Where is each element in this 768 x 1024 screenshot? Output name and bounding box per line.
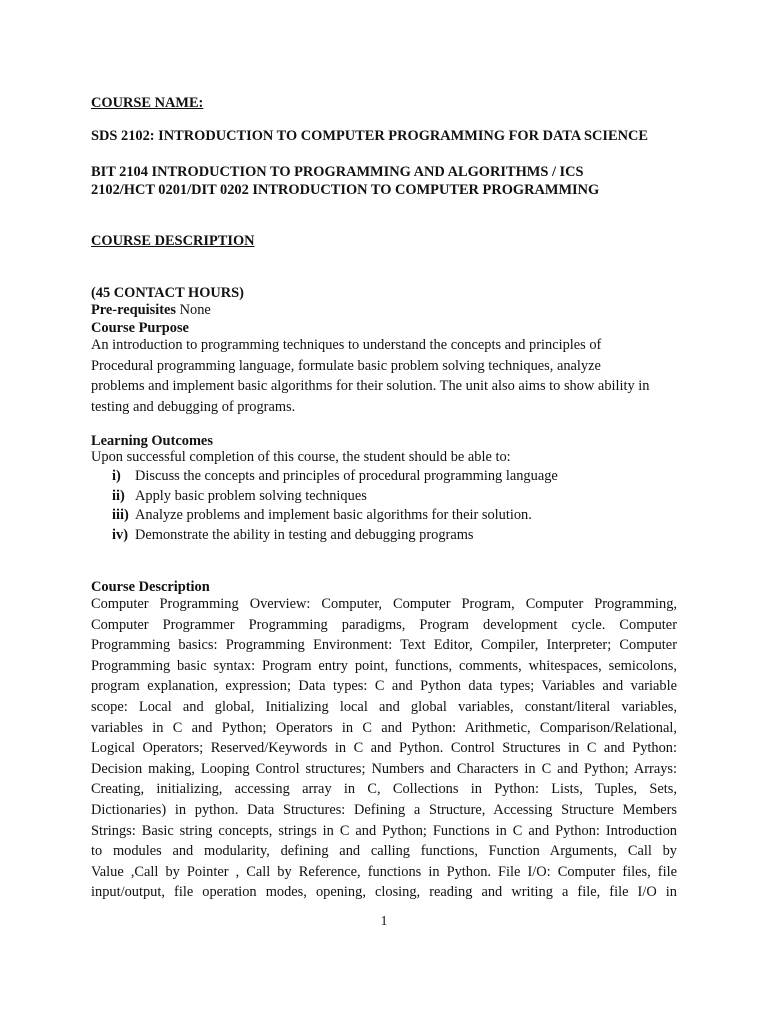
course-description-text: [91, 594, 677, 903]
course-title-bit-line2: 2102/HCT 0201/DIT 0202 INTRODUCTION TO COMPUTER PROGRAMMING: [91, 182, 600, 198]
description-line: input/output, file operation modes, opening, closing, reading and writing a file, file I/O in: [91, 884, 677, 901]
description-line: Computer Programming Overview: Computer, Computer Program, Computer Programming,: [91, 596, 677, 612]
purpose-line: An introduction to programming techniques to understand the concepts and principles of: [91, 337, 602, 353]
contact-hours: (45 CONTACT HOURS): [91, 285, 244, 301]
prerequisites-value: None: [179, 302, 211, 318]
description-line: Programming basics: Programming Environment: Text Editor, Compiler, Interpreter; Computer: [91, 637, 677, 654]
description-line: scope: Local and global, Initializing local and global variables, constant/literal variables,: [91, 698, 677, 715]
prerequisites: [91, 301, 211, 319]
description-line: variables in C and Python; Operators in C and Python: Arithmetic, Comparison/Relational,: [91, 719, 677, 736]
course-name-label: COURSE NAME:: [91, 95, 204, 111]
description-line: to modules and modularity, defining and calling functions, Function Arguments, Call by: [91, 843, 677, 860]
outcome-text: Demonstrate the ability in testing and debugging programs: [135, 526, 474, 543]
outcome-item: [91, 467, 558, 487]
description-line: Decision making, Looping Control structures; Numbers and Characters in C and Python; Arrays:: [91, 760, 677, 777]
description-line: program explanation, expression; Data types: C and Python data types; Variables and variable: [91, 678, 677, 695]
description-line: Programming basic syntax: Program entry point, functions, comments, whitespaces, semicolons,: [91, 657, 677, 674]
page-number: 1: [380, 913, 388, 928]
description-line: Creating, initializing, accessing array in C, Collections in Python: Lists, Tuples, Sets,: [91, 781, 677, 798]
outcome-text: Discuss the concepts and principles of procedural programming language: [135, 468, 558, 484]
course-description-heading: COURSE DESCRIPTION: [91, 233, 255, 249]
outcome-number: i): [112, 468, 121, 484]
description-line: Dictionaries) in python. Data Structures: Defining a Structure, Accessing Structure Members: [91, 801, 677, 818]
outcome-text: Apply basic problem solving techniques: [135, 487, 367, 504]
purpose-line: Procedural programming language, formulate basic problem solving techniques, analyze: [91, 357, 601, 374]
outcome-number: ii): [112, 487, 125, 504]
outcome-text: Analyze problems and implement basic algorithms for their solution.: [135, 507, 532, 524]
description-line: Computer Programmer Programming paradigms, Program development cycle. Computer: [91, 616, 677, 633]
course-title-bit-line1: BIT 2104 INTRODUCTION TO PROGRAMMING AND ALGORITHMS / ICS: [91, 164, 584, 180]
outcome-number: iii): [112, 507, 129, 524]
outcome-item: [91, 506, 558, 526]
course-purpose-heading: Course Purpose: [91, 320, 189, 336]
outcome-item: [91, 487, 558, 507]
outcome-number: iv): [112, 526, 128, 543]
description-line: Logical Operators; Reserved/Keywords in C and Python. Control Structures in C and Python:: [91, 740, 677, 757]
learning-outcomes-list: [91, 467, 558, 545]
course-description-subheading: Course Description: [91, 579, 210, 595]
purpose-line: testing and debugging of programs.: [91, 398, 296, 415]
course-purpose-text: [91, 335, 677, 417]
course-title-bit: [91, 163, 599, 199]
course-title-sds: SDS 2102: INTRODUCTION TO COMPUTER PROGRAMMING FOR DATA SCIENCE: [91, 128, 649, 144]
description-line: Value ,Call by Pointer , Call by Reference, functions in Python. File I/O: Computer files, file: [91, 863, 677, 880]
purpose-line: problems and implement basic algorithms for their solution. The unit also aims to show ability in: [91, 378, 650, 395]
prerequisites-label: Pre-requisites: [91, 302, 176, 318]
outcome-item: [91, 526, 558, 546]
description-line: Strings: Basic string concepts, strings in C and Python; Functions in C and Python: Introduction: [91, 822, 677, 839]
learning-outcomes-heading: Learning Outcomes: [91, 433, 213, 449]
learning-outcomes-intro: Upon successful completion of this course, the student should be able to:: [91, 449, 511, 465]
